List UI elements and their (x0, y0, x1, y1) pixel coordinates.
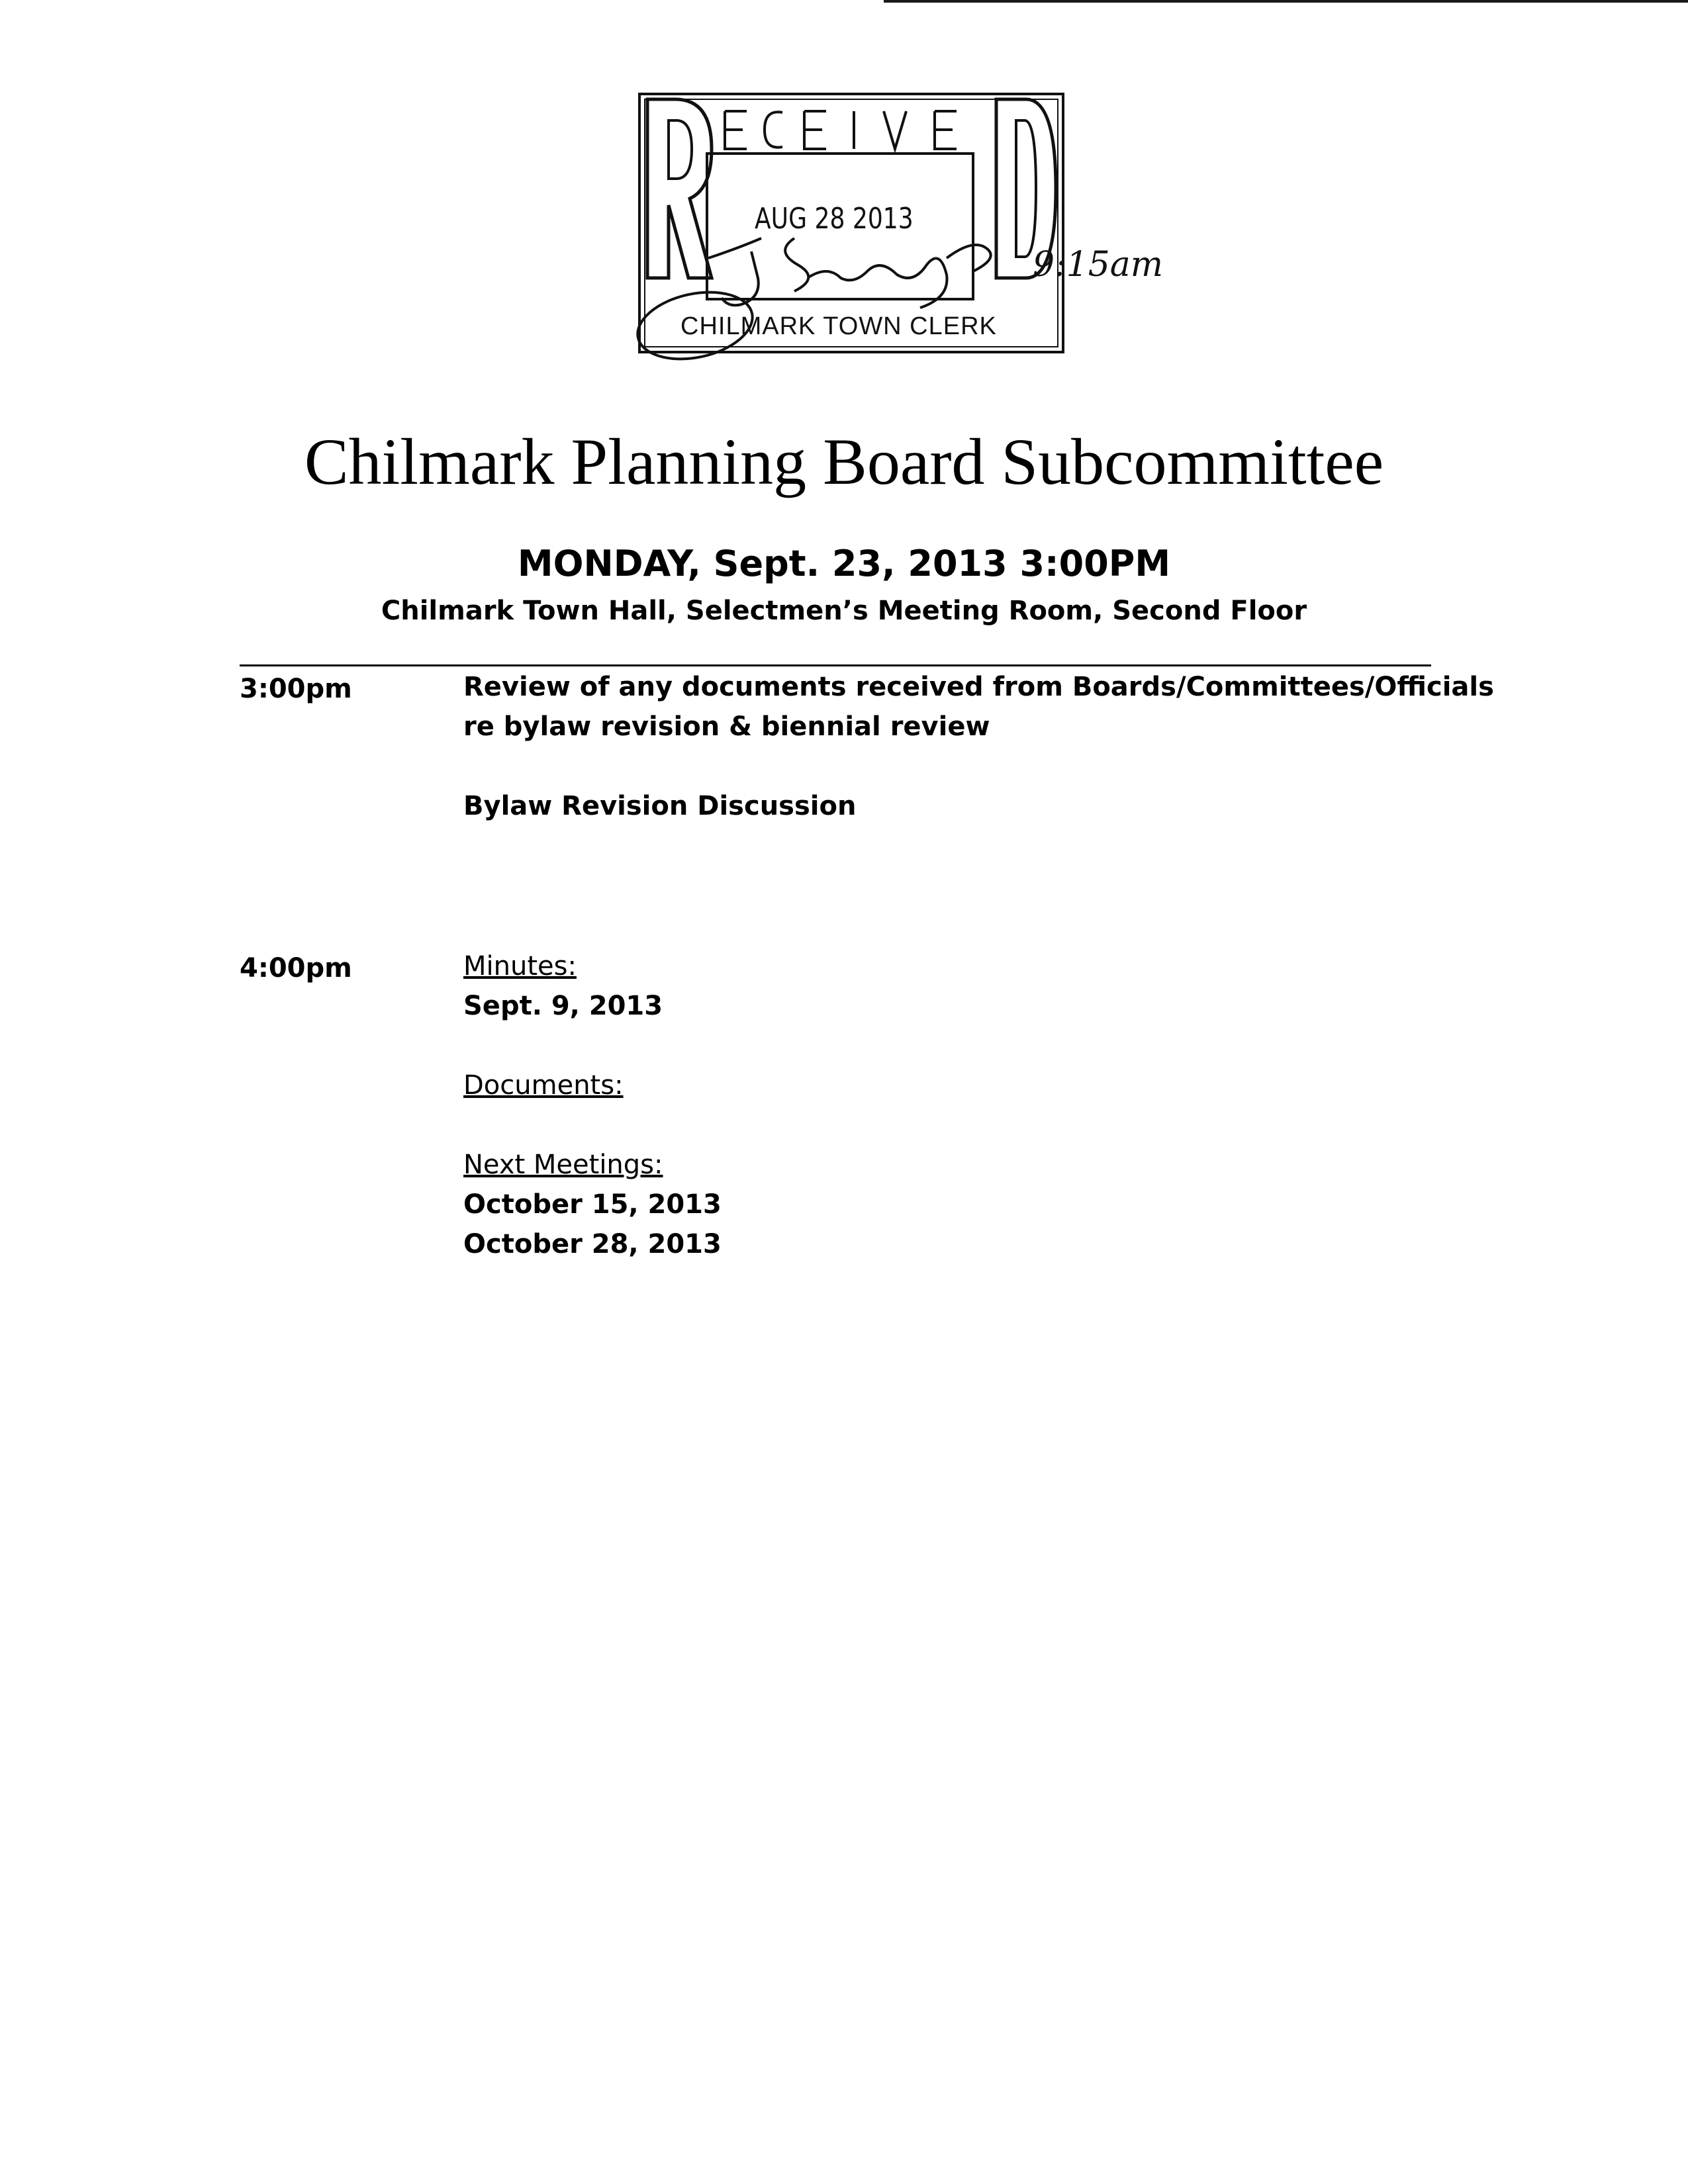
agenda-line: Review of any documents received from Boards/Committees/Officials (463, 672, 1494, 702)
next-meeting-date: October 15, 2013 (463, 1189, 722, 1220)
meeting-location: Chilmark Town Hall, Selectmen’s Meeting Room, Second Floor (381, 596, 1307, 626)
minutes-heading: Minutes: (463, 951, 577, 981)
documents-heading: Documents: (463, 1070, 624, 1101)
page-title: Chilmark Planning Board Subcommittee (304, 425, 1384, 498)
received-stamp (629, 79, 1164, 364)
next-meetings-heading: Next Meetings: (463, 1150, 663, 1180)
meeting-date: MONDAY, Sept. 23, 2013 3:00PM (517, 543, 1171, 584)
stamp-date: AUG 28 2013 (755, 202, 914, 236)
minutes-date: Sept. 9, 2013 (463, 991, 663, 1021)
next-meeting-date: October 28, 2013 (463, 1229, 722, 1259)
scan-edge-line (884, 0, 1688, 3)
agenda-time-1: 3:00pm (240, 674, 352, 704)
handwritten-time: 9:15am (1033, 245, 1164, 285)
agenda-time-2: 4:00pm (240, 953, 352, 983)
stamp-clerk: CHILMARK TOWN CLERK (680, 312, 997, 340)
divider (240, 664, 1431, 666)
agenda-discussion: Bylaw Revision Discussion (463, 791, 857, 821)
agenda-item-1 (463, 667, 1494, 826)
agenda-line: re bylaw revision & biennial review (463, 711, 990, 742)
agenda-item-2 (463, 946, 1443, 1264)
